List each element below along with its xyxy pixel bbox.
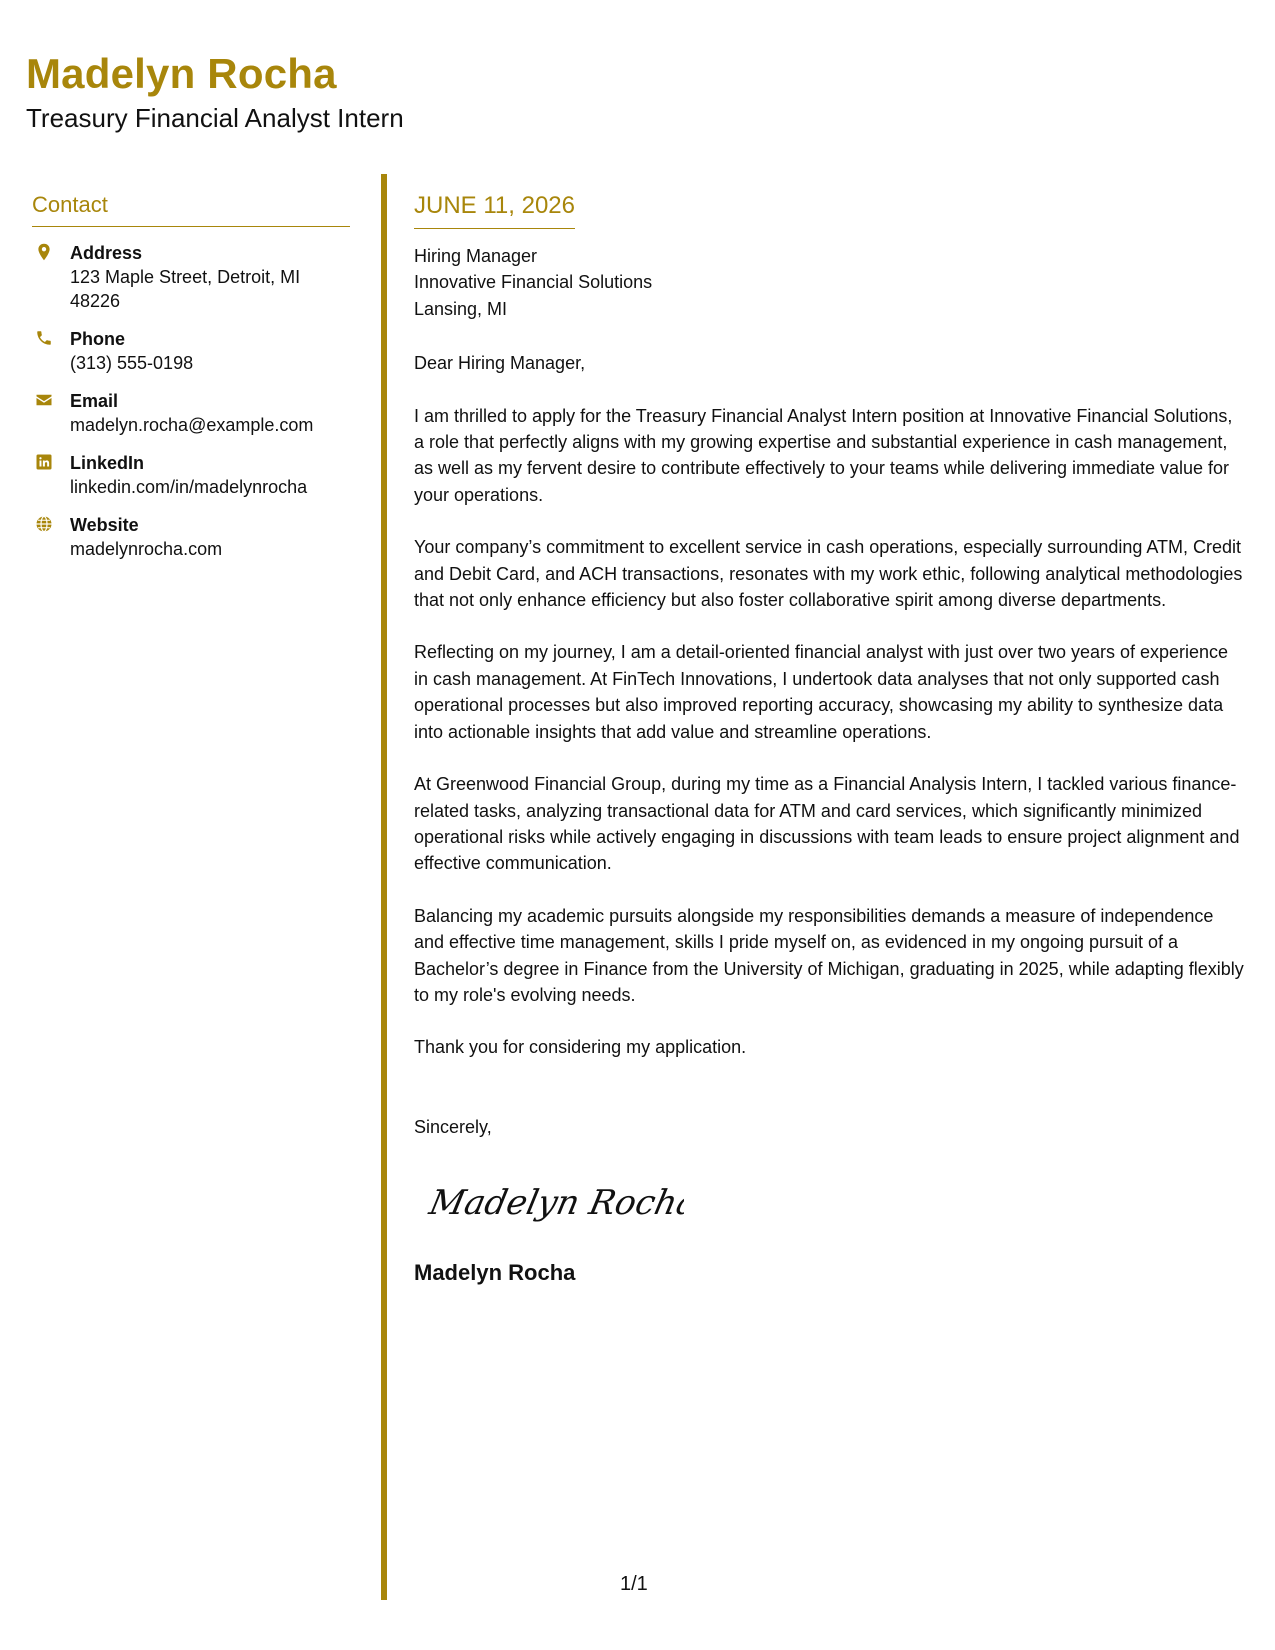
signature-text: Madelyn Rocha xyxy=(425,1183,684,1224)
body-paragraph: At Greenwood Financial Group, during my time as a Financial Analysis Intern, I tackled various finance-related tasks, analyzing transactional data for ATM and card services, which significantly minimized operational risks while actively engaging in discussions with team leads to ensure project alignment and effective communication. xyxy=(414,774,1240,874)
candidate-name: Madelyn Rocha xyxy=(26,50,337,97)
signer-name: Madelyn Rocha xyxy=(414,1259,576,1285)
salutation: Dear Hiring Manager, xyxy=(414,353,586,374)
phone-icon xyxy=(35,329,53,347)
contact-label: LinkedIn xyxy=(70,453,145,473)
body-paragraph: Your company’s commitment to excellent service in cash operations, especially surrounding ATM, Credit and Debit Card, and ACH transactions, resonates with my work ethic, following analytical methodologies that not only enhance efficiency but also foster collaborative spirit among diverse departments. xyxy=(414,537,1243,611)
letter-date: JUNE 11, 2026 xyxy=(414,190,575,229)
contact-label: Address xyxy=(70,243,143,263)
handwritten-signature xyxy=(424,1166,684,1236)
contact-website xyxy=(32,513,350,561)
recipient-block xyxy=(414,243,1244,322)
globe-icon xyxy=(35,515,53,533)
recipient-line: Hiring Manager xyxy=(414,246,538,266)
map-pin-icon xyxy=(35,243,53,261)
contact-email xyxy=(32,389,350,437)
body-paragraph: I am thrilled to apply for the Treasury Financial Analyst Intern position at Innovative Financial Solutions, a role that perfectly aligns with my growing expertise and substantial experience in cash management, as well as my fervent desire to contribute effectively to your teams while delivering immediate value for your operations. xyxy=(414,405,1233,505)
page-number: 1/1 xyxy=(620,1573,648,1595)
recipient-line: Innovative Financial Solutions xyxy=(414,272,653,293)
contact-phone xyxy=(32,327,350,375)
contact-linkedin xyxy=(32,451,350,499)
job-title: Treasury Financial Analyst Intern xyxy=(26,103,404,133)
envelope-icon xyxy=(35,391,53,409)
body-paragraph: Thank you for considering my application. xyxy=(414,1037,747,1058)
body-paragraph: Balancing my academic pursuits alongside my responsibilities demands a measure of independence and effective time management, skills I pride myself on, as evidenced in my ongoing pursuit of a Bachelor’s degree in Finance from the University of Michigan, graduating in 2025, while adapting flexibly to my role's evolving needs. xyxy=(414,905,1244,1005)
email-value[interactable]: madelyn.rocha@example.com xyxy=(70,415,314,435)
linkedin-value[interactable]: linkedin.com/in/madelynrocha xyxy=(70,477,308,497)
contact-label: Phone xyxy=(70,329,126,349)
phone-value: (313) 555-0198 xyxy=(70,353,194,373)
website-value[interactable]: madelynrocha.com xyxy=(70,539,223,559)
letter-body xyxy=(414,190,1244,1288)
linkedin-icon xyxy=(35,453,53,471)
contact-sidebar xyxy=(32,190,350,561)
vertical-divider xyxy=(381,174,387,1600)
contact-label: Website xyxy=(70,515,139,535)
contact-address xyxy=(32,241,350,313)
contact-label: Email xyxy=(70,391,119,411)
letter-header xyxy=(26,46,404,134)
body-paragraph: Reflecting on my journey, I am a detail-oriented financial analyst with just over two years of experience in cash management. At FinTech Innovations, I undertook data analyses that not only supported cash operational processes but also improved reporting accuracy, showcasing my ability to synthesize data into actionable insights that add value and streamline operations. xyxy=(414,642,1229,742)
closing: Sincerely, xyxy=(414,1116,492,1137)
address-value: 123 Maple Street, Detroit, MI 48226 xyxy=(70,267,301,311)
recipient-line: Lansing, MI xyxy=(414,298,508,319)
contact-heading: Contact xyxy=(32,190,350,227)
